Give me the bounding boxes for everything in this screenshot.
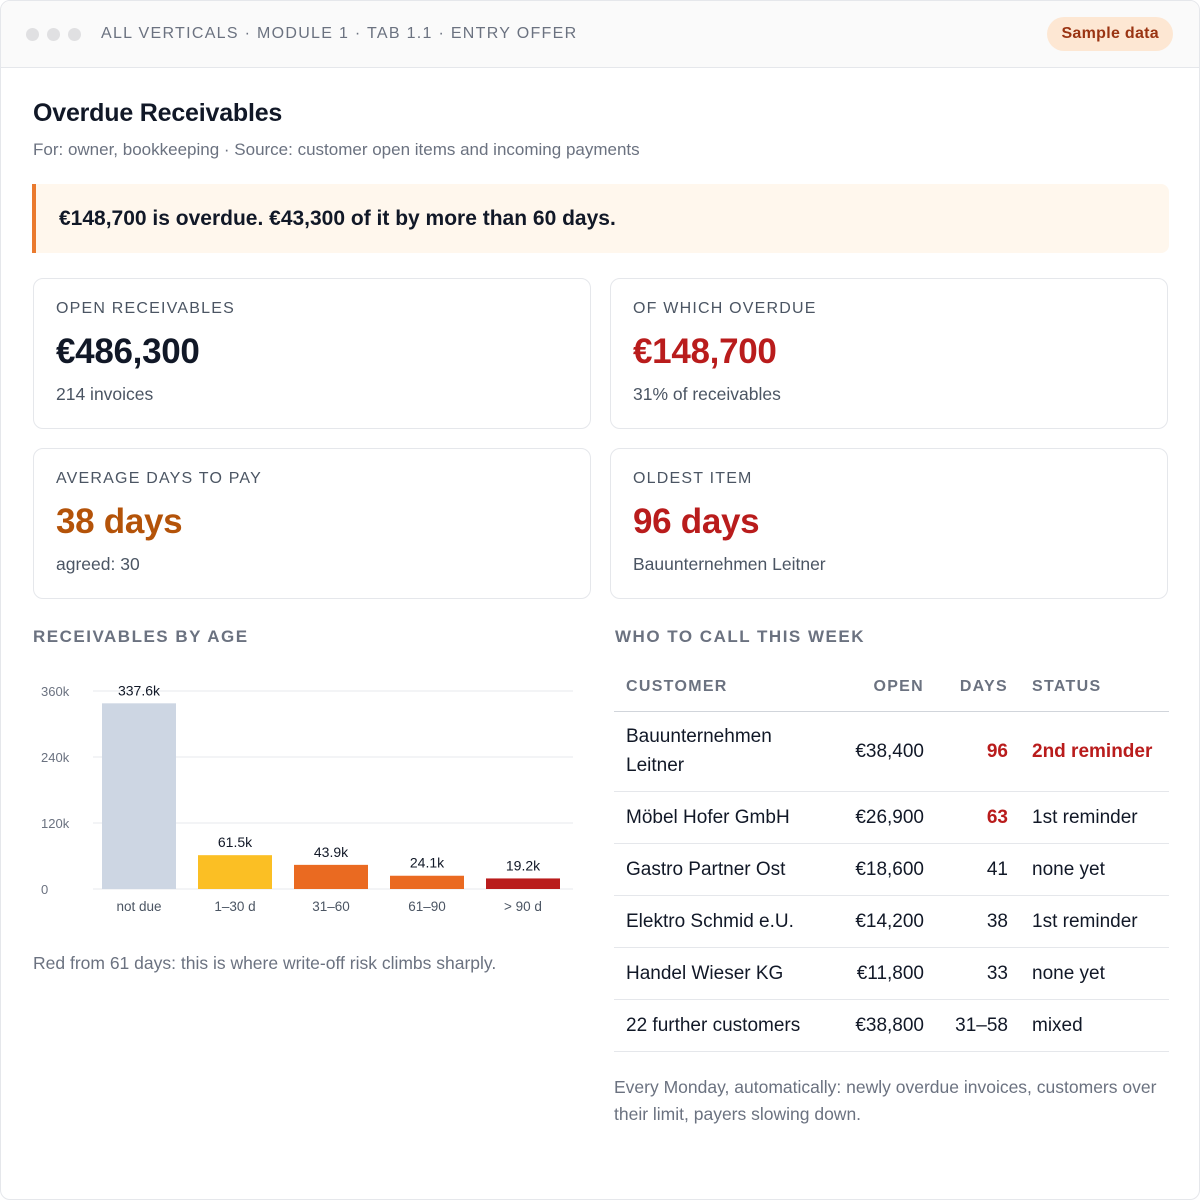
y-tick-label: 360k bbox=[41, 684, 70, 699]
open-cell: €38,800 bbox=[829, 999, 924, 1051]
alert-text: €148,700 is overdue. €43,300 of it by more than 60 days. bbox=[59, 206, 616, 230]
x-tick-label: 31–60 bbox=[312, 899, 350, 914]
table-row[interactable] bbox=[614, 791, 1169, 843]
page-title: Overdue Receivables bbox=[33, 99, 283, 127]
table-row[interactable] bbox=[614, 843, 1169, 895]
minimize-window-button[interactable] bbox=[47, 28, 60, 41]
customer-cell: Handel Wieser KG bbox=[614, 947, 829, 999]
kpi-value: €486,300 bbox=[56, 332, 200, 371]
table-row[interactable] bbox=[614, 999, 1169, 1051]
open-cell: €38,400 bbox=[829, 711, 924, 791]
sample-data-badge: Sample data bbox=[1047, 17, 1173, 51]
table-row[interactable] bbox=[614, 947, 1169, 999]
days-cell: 63 bbox=[924, 791, 1008, 843]
open-cell: €11,800 bbox=[829, 947, 924, 999]
overdue-alert bbox=[32, 184, 1169, 253]
x-tick-label: > 90 d bbox=[504, 899, 542, 914]
call-list-table bbox=[614, 664, 1169, 1052]
y-tick-label: 120k bbox=[41, 816, 70, 831]
kpi-note: 214 invoices bbox=[56, 384, 154, 404]
y-tick-label: 0 bbox=[41, 882, 49, 897]
days-cell: 41 bbox=[924, 843, 1008, 895]
kpi-label: OLDEST ITEM bbox=[633, 470, 753, 487]
bar-data-label: 24.1k bbox=[409, 854, 445, 871]
x-tick-label: not due bbox=[116, 899, 162, 914]
days-cell: 38 bbox=[924, 895, 1008, 947]
column-header-days: DAYS bbox=[924, 664, 1008, 711]
status-cell: none yet bbox=[1008, 947, 1169, 999]
column-header-customer: CUSTOMER bbox=[614, 664, 829, 711]
bar-data-label: 19.2k bbox=[505, 857, 541, 874]
breadcrumb: ALL VERTICALS · MODULE 1 · TAB 1.1 · ENTRY OFFER bbox=[101, 25, 578, 42]
kpi-label: OF WHICH OVERDUE bbox=[633, 300, 817, 317]
days-cell: 96 bbox=[924, 711, 1008, 791]
column-header-open: OPEN bbox=[829, 664, 924, 711]
status-cell: mixed bbox=[1008, 999, 1169, 1051]
bar-data-label: 43.9k bbox=[313, 843, 349, 860]
y-tick-label: 240k bbox=[41, 750, 70, 765]
kpi-note: 31% of receivables bbox=[633, 384, 781, 404]
kpi-note: agreed: 30 bbox=[56, 554, 140, 574]
bar-data-label: 337.6k bbox=[117, 682, 161, 699]
kpi-overdue bbox=[610, 278, 1168, 429]
kpi-value: 38 days bbox=[56, 502, 183, 541]
kpi-open-receivables bbox=[33, 278, 591, 429]
status-cell: none yet bbox=[1008, 843, 1169, 895]
customer-cell: Möbel Hofer GmbH bbox=[614, 791, 829, 843]
table-row[interactable] bbox=[614, 895, 1169, 947]
title-bar bbox=[1, 1, 1199, 68]
customer-cell: Elektro Schmid e.U. bbox=[614, 895, 829, 947]
days-cell: 31–58 bbox=[924, 999, 1008, 1051]
kpi-note: Bauunternehmen Leitner bbox=[633, 554, 826, 574]
bar bbox=[390, 876, 464, 889]
customer-cell: Bauunternehmen Leitner bbox=[614, 711, 829, 791]
days-cell: 33 bbox=[924, 947, 1008, 999]
call-section-title: WHO TO CALL THIS WEEK bbox=[615, 627, 865, 646]
call-list-footnote: Every Monday, automatically: newly overdue invoices, customers over their limit, payers slowing down. bbox=[614, 1077, 1157, 1124]
x-tick-label: 1–30 d bbox=[214, 899, 256, 914]
status-cell: 1st reminder bbox=[1008, 791, 1169, 843]
bar bbox=[102, 703, 176, 889]
status-cell: 2nd reminder bbox=[1008, 711, 1169, 791]
age-section-title: RECEIVABLES BY AGE bbox=[33, 627, 249, 646]
kpi-value: 96 days bbox=[633, 502, 760, 541]
window-controls bbox=[26, 28, 81, 41]
close-window-button[interactable] bbox=[26, 28, 39, 41]
receivables-by-age-chart bbox=[33, 669, 583, 919]
chart-note: Red from 61 days: this is where write-off risk climbs sharply. bbox=[33, 953, 497, 973]
kpi-label: OPEN RECEIVABLES bbox=[56, 300, 235, 317]
open-cell: €26,900 bbox=[829, 791, 924, 843]
customer-cell: Gastro Partner Ost bbox=[614, 843, 829, 895]
bar-data-label: 61.5k bbox=[217, 834, 253, 851]
page-subtitle: For: owner, bookkeeping · Source: customer open items and incoming payments bbox=[33, 140, 640, 159]
open-cell: €18,600 bbox=[829, 843, 924, 895]
customer-cell: 22 further customers bbox=[614, 999, 829, 1051]
kpi-value: €148,700 bbox=[633, 332, 777, 371]
open-cell: €14,200 bbox=[829, 895, 924, 947]
table-row[interactable] bbox=[614, 711, 1169, 791]
table-header-row bbox=[614, 664, 1169, 711]
column-header-status: STATUS bbox=[1008, 664, 1169, 711]
bar bbox=[294, 865, 368, 889]
bar bbox=[486, 878, 560, 889]
x-tick-label: 61–90 bbox=[408, 899, 446, 914]
kpi-oldest-item bbox=[610, 448, 1168, 599]
kpi-average-days-to-pay bbox=[33, 448, 591, 599]
bar bbox=[198, 855, 272, 889]
kpi-label: AVERAGE DAYS TO PAY bbox=[56, 470, 262, 487]
maximize-window-button[interactable] bbox=[68, 28, 81, 41]
status-cell: 1st reminder bbox=[1008, 895, 1169, 947]
